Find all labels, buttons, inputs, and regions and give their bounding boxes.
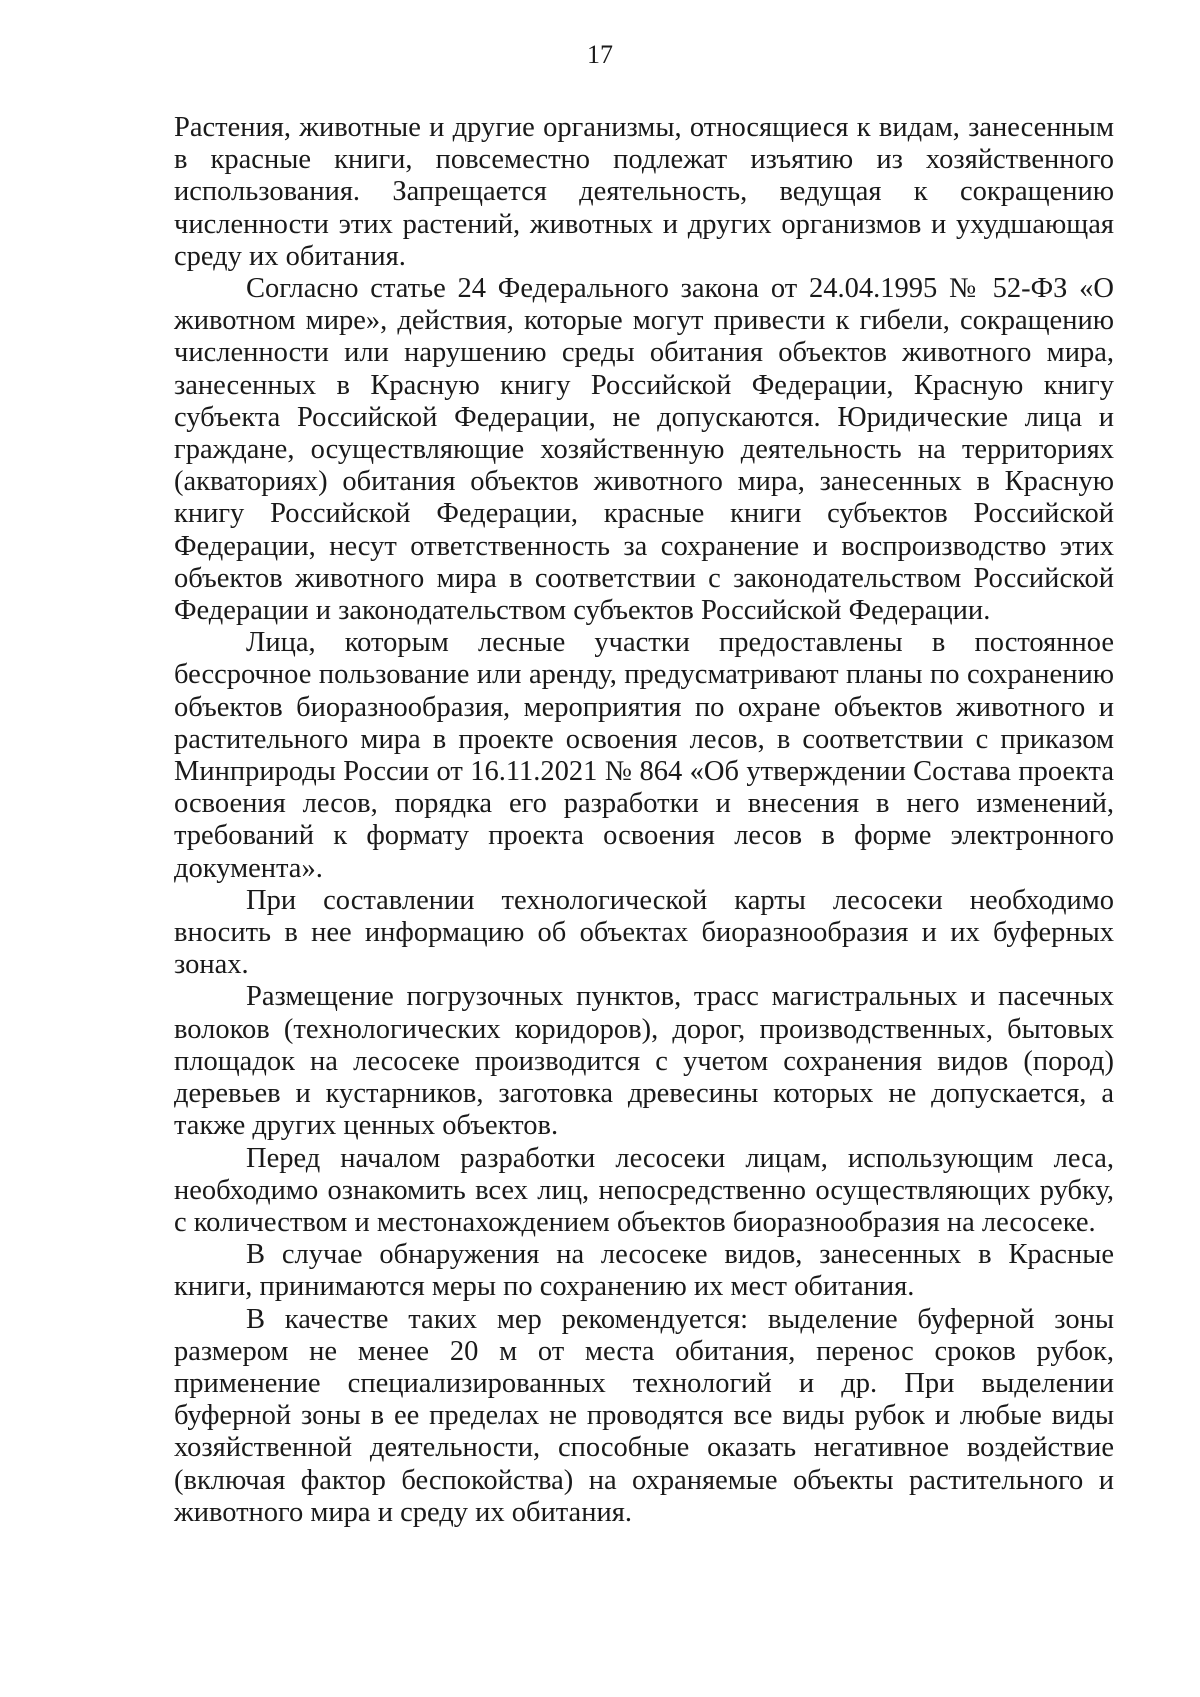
paragraph-loading-points: Размещение погрузочных пунктов, трасс магистральных и пасечных волоков (технологических коридоров), дорог, производственных, бытовых площадок на лесосеке производится с учетом сохранения видов (пород) деревьев и кустарников, заготовка древесины которых не допускается, а также других ценных объектов. bbox=[174, 981, 1114, 1142]
paragraph-federal-law-fauna: Согласно статье 24 Федерального закона от 24.04.1995 № 52-ФЗ «О животном мире», действия, которые могут привести к гибели, сокращению численности или нарушению среды обитания объектов животного мира, занесенных в Красную книгу Российской Федерации, Красную книгу субъекта Российской Федерации, не допускаются. Юридические лица и граждане, осуществляющие хозяйственную деятельность на территориях (акваториях) обитания объектов животного мира, занесенных в Красную книгу Российской Федерации, красные книги субъектов Российской Федерации, несут ответственность за сохранение и воспроизводство этих объектов животного мира в соответствии с законодательством Российской Федерации и законодательством субъектов Российской Федерации. bbox=[174, 273, 1114, 627]
paragraph-forest-plots-users: Лица, которым лесные участки предоставлены в постоянное бессрочное пользование или аренду, предусматривают планы по сохранению объектов биоразнообразия, мероприятия по охране объектов животного и растительного мира в проекте освоения лесов, в соответствии с приказом Минприроды России от 16.11.2021 № 864 «Об утверждении Состава проекта освоения лесов, порядка его разработки и внесения в него изменений, требований к формату проекта освоения лесов в форме электронного документа». bbox=[174, 627, 1114, 884]
paragraph-technological-map: При составлении технологической карты лесосеки необходимо вносить в нее информацию об объектах биоразнообразия и их буферных зонах. bbox=[174, 884, 1114, 981]
paragraph-species-discovery: В случае обнаружения на лесосеке видов, занесенных в Красные книги, принимаются меры по сохранению их мест обитания. bbox=[174, 1239, 1114, 1303]
page-number: 17 bbox=[587, 40, 613, 69]
document-body bbox=[174, 112, 1114, 1529]
paragraph-buffer-zone: В качестве таких мер рекомендуется: выделение буферной зоны размером не менее 20 м от места обитания, перенос сроков рубок, применение специализированных технологий и др. При выделении буферной зоны в ее пределах не проводятся все виды рубок и любые виды хозяйственной деятельности, способные оказать негативное воздействие (включая фактор беспокойства) на охраняемые объекты растительного и животного мира и среду их обитания. bbox=[174, 1303, 1114, 1528]
paragraph-before-development: Перед началом разработки лесосеки лицам, использующим леса, необходимо ознакомить всех лиц, непосредственно осуществляющих рубку, с количеством и местонахождением объектов биоразнообразия на лесосеке. bbox=[174, 1142, 1114, 1238]
paragraph-red-book-species: Растения, животные и другие организмы, относящиеся к видам, занесенным в красные книги, повсеместно подлежат изъятию из хозяйственного использования. Запрещается деятельность, ведущая к сокращению численности этих растений, животных и других организмов и ухудшающая среду их обитания. bbox=[174, 112, 1114, 272]
